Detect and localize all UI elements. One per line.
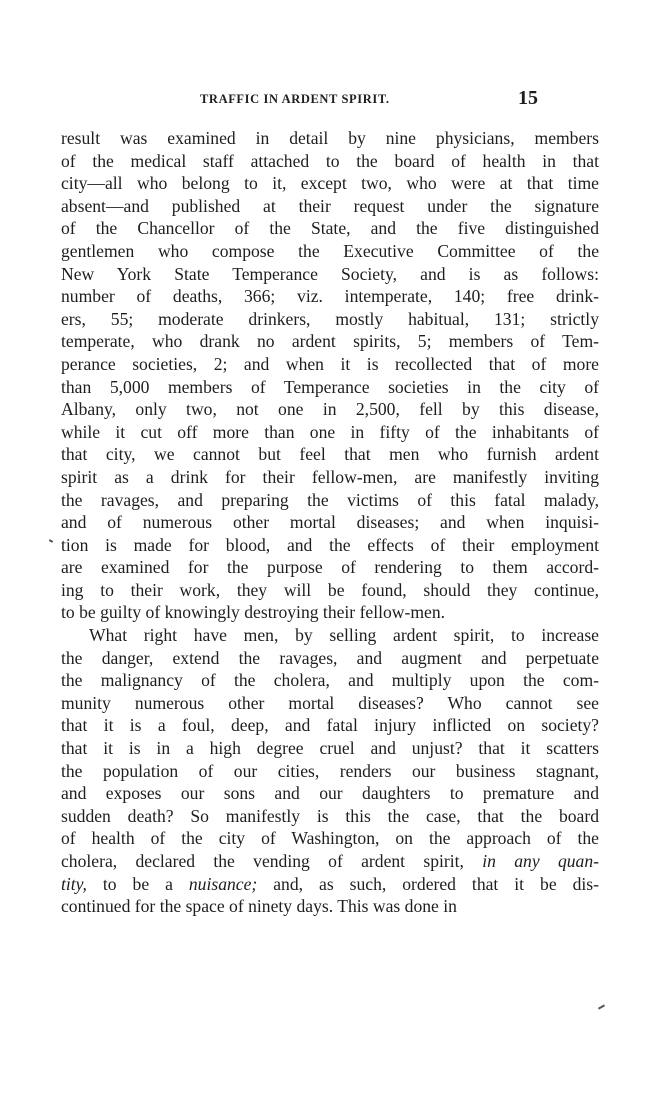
text-segment: city—all who belong to it, except two, who were at that time <box>61 173 599 194</box>
text-line <box>61 669 599 692</box>
text-segment: and exposes our sons and our daughters to premature and <box>61 783 599 804</box>
italic-segment: nuisance; <box>188 873 258 894</box>
text-segment: temperate, who drank no ardent spirits, 5; members of Tem- <box>61 331 599 352</box>
text-line <box>61 195 599 218</box>
text-line <box>61 172 599 195</box>
paragraph <box>61 127 599 624</box>
text-segment: absent—and published at their request under the signature <box>61 195 599 216</box>
text-line <box>61 556 599 579</box>
text-line <box>61 285 599 308</box>
text-segment: of the Chancellor of the State, and the five distinguished <box>61 218 599 239</box>
text-line <box>61 534 599 557</box>
page-number: 15 <box>518 87 538 109</box>
text-segment: that city, we cannot but feel that men who furnish ardent <box>61 444 599 465</box>
text-line <box>61 421 599 444</box>
text-segment: the malignancy of the cholera, and multiply upon the com- <box>61 670 599 691</box>
text-line <box>61 647 599 670</box>
text-segment: to be guilty of knowingly destroying their fellow-men. <box>61 602 446 623</box>
text-line <box>61 443 599 466</box>
text-line <box>61 579 599 602</box>
text-line <box>61 217 599 240</box>
text-line <box>61 827 599 850</box>
text-segment: and of numerous other mortal diseases; and when inquisi- <box>61 512 599 533</box>
text-line <box>61 398 599 421</box>
text-line <box>61 895 599 918</box>
text-segment: spirit as a drink for their fellow-men, are manifestly inviting <box>61 466 599 487</box>
text-line <box>61 150 599 173</box>
text-segment: gentlemen who compose the Executive Committee of the <box>61 240 599 261</box>
text-line <box>61 601 599 624</box>
text-segment: while it cut off more than one in fifty of the inhabitants of <box>61 421 599 442</box>
text-segment: the population of our cities, renders our business stagnant, <box>61 760 599 781</box>
text-line <box>61 737 599 760</box>
text-segment: to be a <box>86 873 189 894</box>
body-text <box>61 127 599 918</box>
text-line <box>61 850 599 873</box>
text-segment: ers, 55; moderate drinkers, mostly habitual, 131; strictly <box>61 308 599 329</box>
text-segment: sudden death? So manifestly is this the case, that the board <box>61 805 599 826</box>
text-line <box>61 353 599 376</box>
text-segment: the ravages, and preparing the victims of this fatal malady, <box>61 489 599 510</box>
text-segment: perance societies, 2; and when it is recollected that of more <box>61 353 599 374</box>
text-line <box>61 873 599 896</box>
text-segment: of health of the city of Washington, on the approach of the <box>61 828 599 849</box>
italic-segment: tity, <box>61 873 87 894</box>
running-head-title: TRAFFIC IN ARDENT SPIRIT. <box>200 92 390 106</box>
stray-mark-right <box>598 1004 605 1009</box>
text-line <box>61 263 599 286</box>
text-segment: number of deaths, 366; viz. intemperate, 140; free drink- <box>61 286 599 307</box>
text-segment: tion is made for blood, and the effects of their employment <box>61 534 599 555</box>
text-segment: are examined for the purpose of rendering to them accord- <box>61 557 599 578</box>
text-segment: continued for the space of ninety days. This was done in <box>61 896 457 917</box>
text-segment: result was examined in detail by nine physicians, members <box>61 128 599 148</box>
text-segment: What right have men, by selling ardent spirit, to increase <box>89 625 599 646</box>
paragraph <box>61 624 599 918</box>
text-segment: that it is a foul, deep, and fatal injury inflicted on society? <box>61 715 599 736</box>
text-line <box>61 308 599 331</box>
text-line <box>61 714 599 737</box>
text-segment: the danger, extend the ravages, and augment and perpetuate <box>61 647 599 668</box>
text-segment: munity numerous other mortal diseases? Who cannot see <box>61 692 599 713</box>
text-line <box>61 466 599 489</box>
text-segment: Albany, only two, not one in 2,500, fell by this disease, <box>61 399 599 420</box>
text-line <box>61 127 599 150</box>
text-line <box>61 624 599 647</box>
text-segment: ing to their work, they will be found, should they continue, <box>61 579 599 600</box>
italic-segment: in any quan- <box>482 851 599 871</box>
text-segment: and, as such, ordered that it be dis- <box>257 873 599 894</box>
text-line <box>61 330 599 353</box>
text-line <box>61 805 599 828</box>
text-segment: that it is in a high degree cruel and unjust? that it scatters <box>61 738 599 759</box>
text-line <box>61 489 599 512</box>
stray-mark-left <box>49 539 53 543</box>
text-line <box>61 376 599 399</box>
text-segment: of the medical staff attached to the board of health in that <box>61 150 599 171</box>
text-segment: New York State Temperance Society, and is as follows: <box>61 263 599 284</box>
text-line <box>61 240 599 263</box>
text-segment: cholera, declared the vending of ardent spirit, <box>61 851 483 871</box>
text-segment: than 5,000 members of Temperance societies in the city of <box>61 376 599 397</box>
text-line <box>61 692 599 715</box>
text-line <box>61 760 599 783</box>
text-line <box>61 511 599 534</box>
running-head <box>0 87 664 112</box>
text-line <box>61 782 599 805</box>
